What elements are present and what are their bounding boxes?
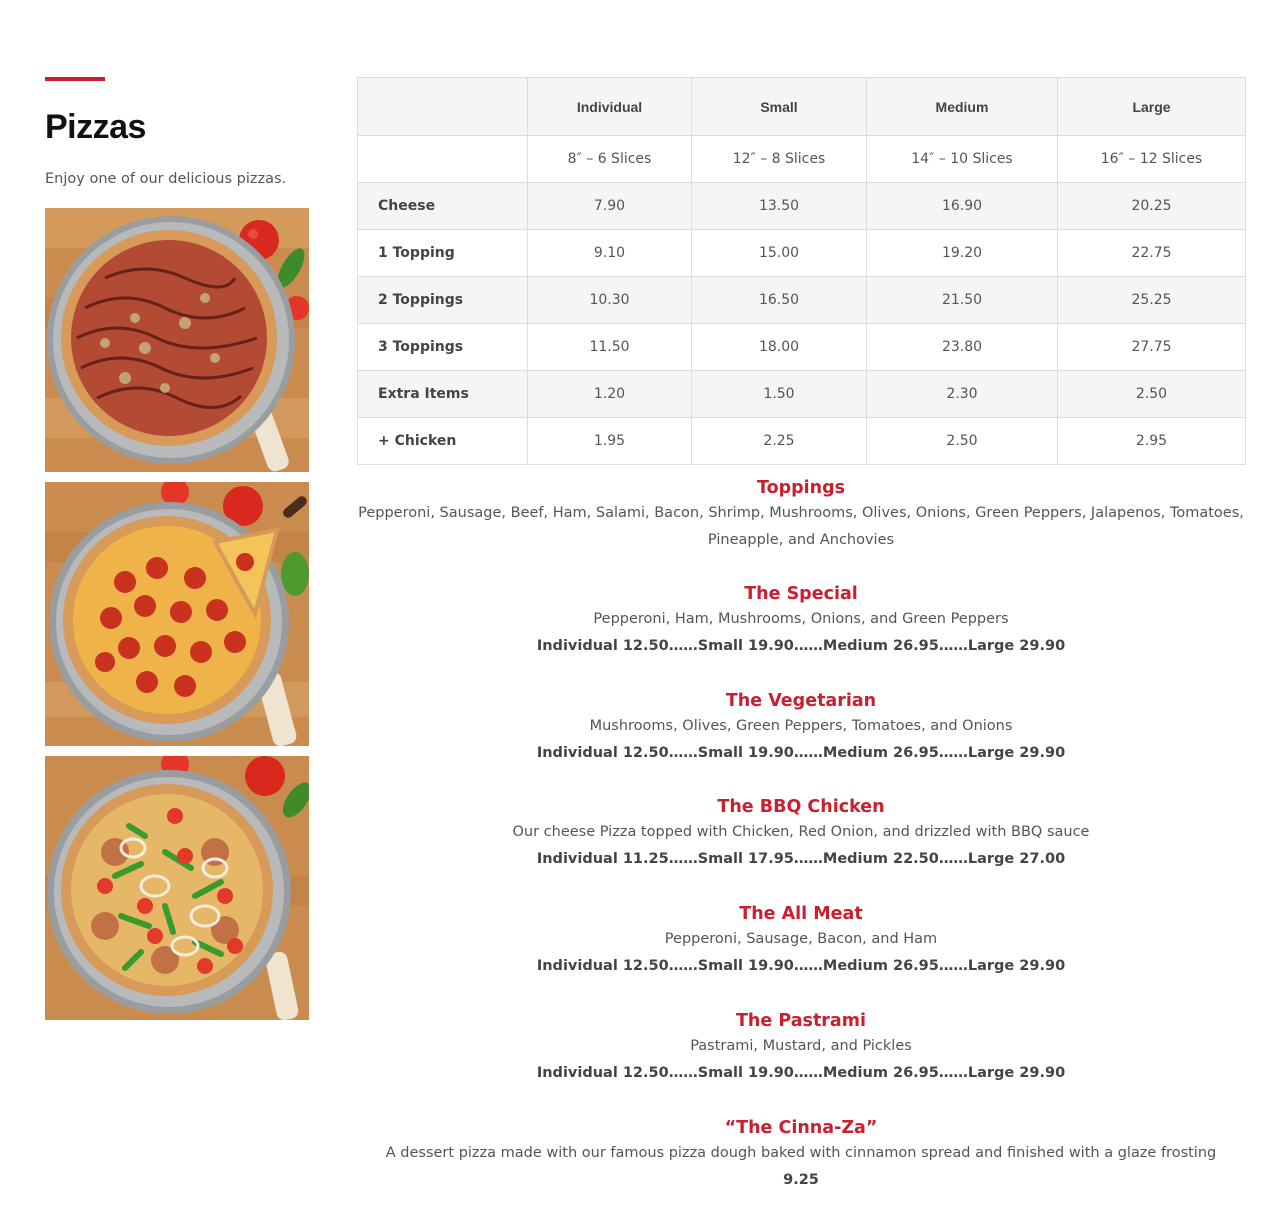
- row-label: 2 Toppings: [358, 277, 528, 324]
- table-row: [358, 183, 1246, 230]
- price-cell: 11.50: [528, 324, 692, 371]
- specialty-title: The Pastrami: [736, 1011, 866, 1031]
- specialty-prices: Individual 12.50……Small 19.90……Medium 26.95……Large 29.90: [536, 638, 1066, 654]
- row-label: Extra Items: [358, 371, 528, 418]
- specialty-item: [357, 1009, 1245, 1087]
- row-label: Cheese: [358, 183, 528, 230]
- specialty-title: The BBQ Chicken: [717, 797, 885, 817]
- bbq-pizza-photo: [45, 208, 309, 472]
- intro-section: [45, 77, 309, 189]
- specialty-description: Pepperoni, Ham, Mushrooms, Onions, and Green Peppers: [593, 611, 1009, 627]
- specialty-item: [357, 1116, 1245, 1194]
- veggie-pizza-photo: [45, 756, 309, 1020]
- size-cell: 14″ – 10 Slices: [867, 136, 1058, 183]
- specialty-description: Pastrami, Mustard, and Pickles: [690, 1038, 912, 1054]
- specialty-title: The Vegetarian: [725, 691, 877, 711]
- specialty-prices: Individual 12.50……Small 19.90……Medium 26.95……Large 29.90: [536, 1065, 1066, 1081]
- specialty-prices: Individual 11.25……Small 17.95……Medium 22.50……Large 27.00: [536, 851, 1066, 867]
- specialty-title: The Special: [744, 584, 858, 604]
- price-cell: 27.75: [1058, 324, 1246, 371]
- price-cell: 22.75: [1058, 230, 1246, 277]
- price-cell: 2.50: [867, 418, 1058, 465]
- price-cell: 16.50: [692, 277, 867, 324]
- table-row: [358, 371, 1246, 418]
- intro-text: Enjoy one of our delicious pizzas.: [45, 171, 287, 187]
- column-header: Individual: [528, 78, 692, 136]
- price-cell: 2.25: [692, 418, 867, 465]
- price-cell: 20.25: [1058, 183, 1246, 230]
- table-row: [358, 277, 1246, 324]
- specialty-description: Mushrooms, Olives, Green Peppers, Tomatoes, and Onions: [589, 718, 1013, 734]
- column-header: Large: [1058, 78, 1246, 136]
- price-cell: 1.20: [528, 371, 692, 418]
- price-cell: 21.50: [867, 277, 1058, 324]
- price-cell: 25.25: [1058, 277, 1246, 324]
- price-cell: 10.30: [528, 277, 692, 324]
- table-header-row: [358, 78, 1246, 136]
- specialty-item: [357, 902, 1245, 980]
- page-title: Pizzas: [45, 108, 146, 146]
- toppings-section: [357, 476, 1245, 554]
- size-cell: [358, 136, 528, 183]
- specialty-title: The All Meat: [739, 904, 863, 924]
- price-cell: 16.90: [867, 183, 1058, 230]
- price-cell: 2.50: [1058, 371, 1246, 418]
- title-accent-bar: [45, 77, 105, 81]
- size-cell: 8″ – 6 Slices: [528, 136, 692, 183]
- row-label: 1 Topping: [358, 230, 528, 277]
- column-header: [358, 78, 528, 136]
- toppings-list-line: Pepperoni, Sausage, Beef, Ham, Salami, Bacon, Shrimp, Mushrooms, Olives, Onions, Green Peppers, Jalapenos, Tomatoes,: [358, 505, 1244, 521]
- toppings-title: Toppings: [756, 478, 846, 498]
- row-label: + Chicken: [358, 418, 528, 465]
- price-cell: 2.95: [1058, 418, 1246, 465]
- size-row: [358, 136, 1246, 183]
- table-row: [358, 418, 1246, 465]
- specialty-description: Our cheese Pizza topped with Chicken, Red Onion, and drizzled with BBQ sauce: [512, 824, 1090, 840]
- size-cell: 16″ – 12 Slices: [1058, 136, 1246, 183]
- specialty-prices: 9.25: [783, 1172, 819, 1188]
- specialty-item: [357, 582, 1245, 660]
- specialty-item: [357, 795, 1245, 873]
- price-table: [357, 77, 1246, 465]
- table-row: [358, 230, 1246, 277]
- price-cell: 1.95: [528, 418, 692, 465]
- row-label: 3 Toppings: [358, 324, 528, 371]
- specialty-prices: Individual 12.50……Small 19.90……Medium 26.95……Large 29.90: [536, 958, 1066, 974]
- price-cell: 18.00: [692, 324, 867, 371]
- column-header: Medium: [867, 78, 1058, 136]
- pepperoni-pizza-photo: [45, 482, 309, 746]
- price-cell: 9.10: [528, 230, 692, 277]
- price-cell: 15.00: [692, 230, 867, 277]
- specialty-description: Pepperoni, Sausage, Bacon, and Ham: [664, 931, 938, 947]
- specialty-description: A dessert pizza made with our famous pizza dough baked with cinnamon spread and finished with a glaze frosting: [385, 1145, 1217, 1161]
- price-cell: 2.30: [867, 371, 1058, 418]
- column-header: Small: [692, 78, 867, 136]
- specialty-title: “The Cinna-Za”: [724, 1118, 878, 1138]
- price-cell: 13.50: [692, 183, 867, 230]
- specialty-item: [357, 689, 1245, 767]
- size-cell: 12″ – 8 Slices: [692, 136, 867, 183]
- price-cell: 19.20: [867, 230, 1058, 277]
- specialty-prices: Individual 12.50……Small 19.90……Medium 26.95……Large 29.90: [536, 745, 1066, 761]
- price-cell: 1.50: [692, 371, 867, 418]
- toppings-list-line: Pineapple, and Anchovies: [707, 532, 895, 548]
- table-row: [358, 324, 1246, 371]
- price-cell: 23.80: [867, 324, 1058, 371]
- price-cell: 7.90: [528, 183, 692, 230]
